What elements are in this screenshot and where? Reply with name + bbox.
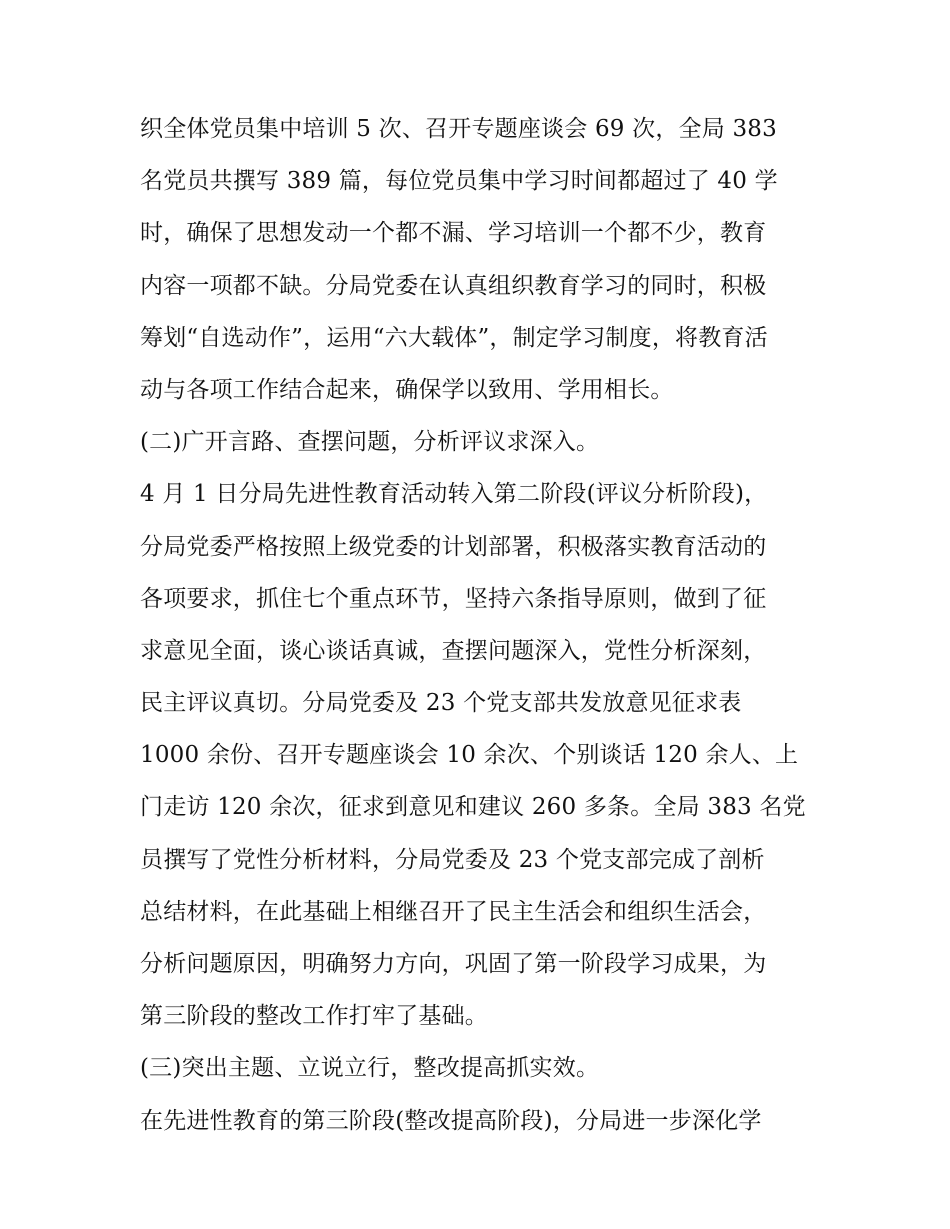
text-line: 民主评议真切。分局党委及 23 个党支部共发放意见征求表	[140, 690, 742, 717]
text-line: 内容一项都不缺。分局党委在认真组织教育学习的同时，积极	[140, 272, 767, 299]
text-line: 分局党委严格按照上级党委的计划部署，积极落实教育活动的	[140, 533, 767, 560]
text-line: 总结材料，在此基础上相继召开了民主生活会和组织生活会，	[140, 898, 767, 925]
text-line: 4 月 1 日分局先进性教育活动转入第二阶段(评议分析阶段)，	[140, 481, 768, 508]
text-line: 筹划“自选动作”，运用“六大载体”，制定学习制度，将教育活	[140, 324, 768, 351]
document-body	[140, 103, 830, 1147]
text-line: 求意见全面，谈心谈话真诚，查摆问题深入，党性分析深刻，	[140, 637, 767, 664]
text-line: 时，确保了思想发动一个都不漏、学习培训一个都不少，教育	[140, 220, 767, 247]
section-heading-2: (二)广开言路、查摆问题，分析评议求深入。	[140, 429, 600, 456]
text-line: 门走访 120 余次，征求到意见和建议 260 多条。全局 383 名党	[140, 794, 806, 821]
text-line: 各项要求，抓住七个重点环节，坚持六条指导原则，做到了征	[140, 585, 767, 612]
text-line: 织全体党员集中培训 5 次、召开专题座谈会 69 次，全局 383	[140, 116, 777, 142]
text-line: 名党员共撰写 389 篇，每位党员集中学习时间都超过了 40 学	[140, 168, 778, 195]
section-heading-3: (三)突出主题、立说立行，整改提高抓实效。	[140, 1055, 600, 1082]
text-line: 1000 余份、召开专题座谈会 10 余次、个别谈话 120 余人、上	[140, 742, 799, 769]
text-line: 在先进性教育的第三阶段(整改提高阶段)，分局进一步深化学	[140, 1107, 762, 1134]
text-line: 第三阶段的整改工作打牢了基础。	[140, 1003, 488, 1030]
text-line: 动与各项工作结合起来，确保学以致用、学用相长。	[140, 376, 674, 403]
text-line: 分析问题原因，明确努力方向，巩固了第一阶段学习成果，为	[140, 951, 767, 977]
text-line: 员撰写了党性分析材料，分局党委及 23 个党支部完成了剖析	[140, 846, 765, 873]
